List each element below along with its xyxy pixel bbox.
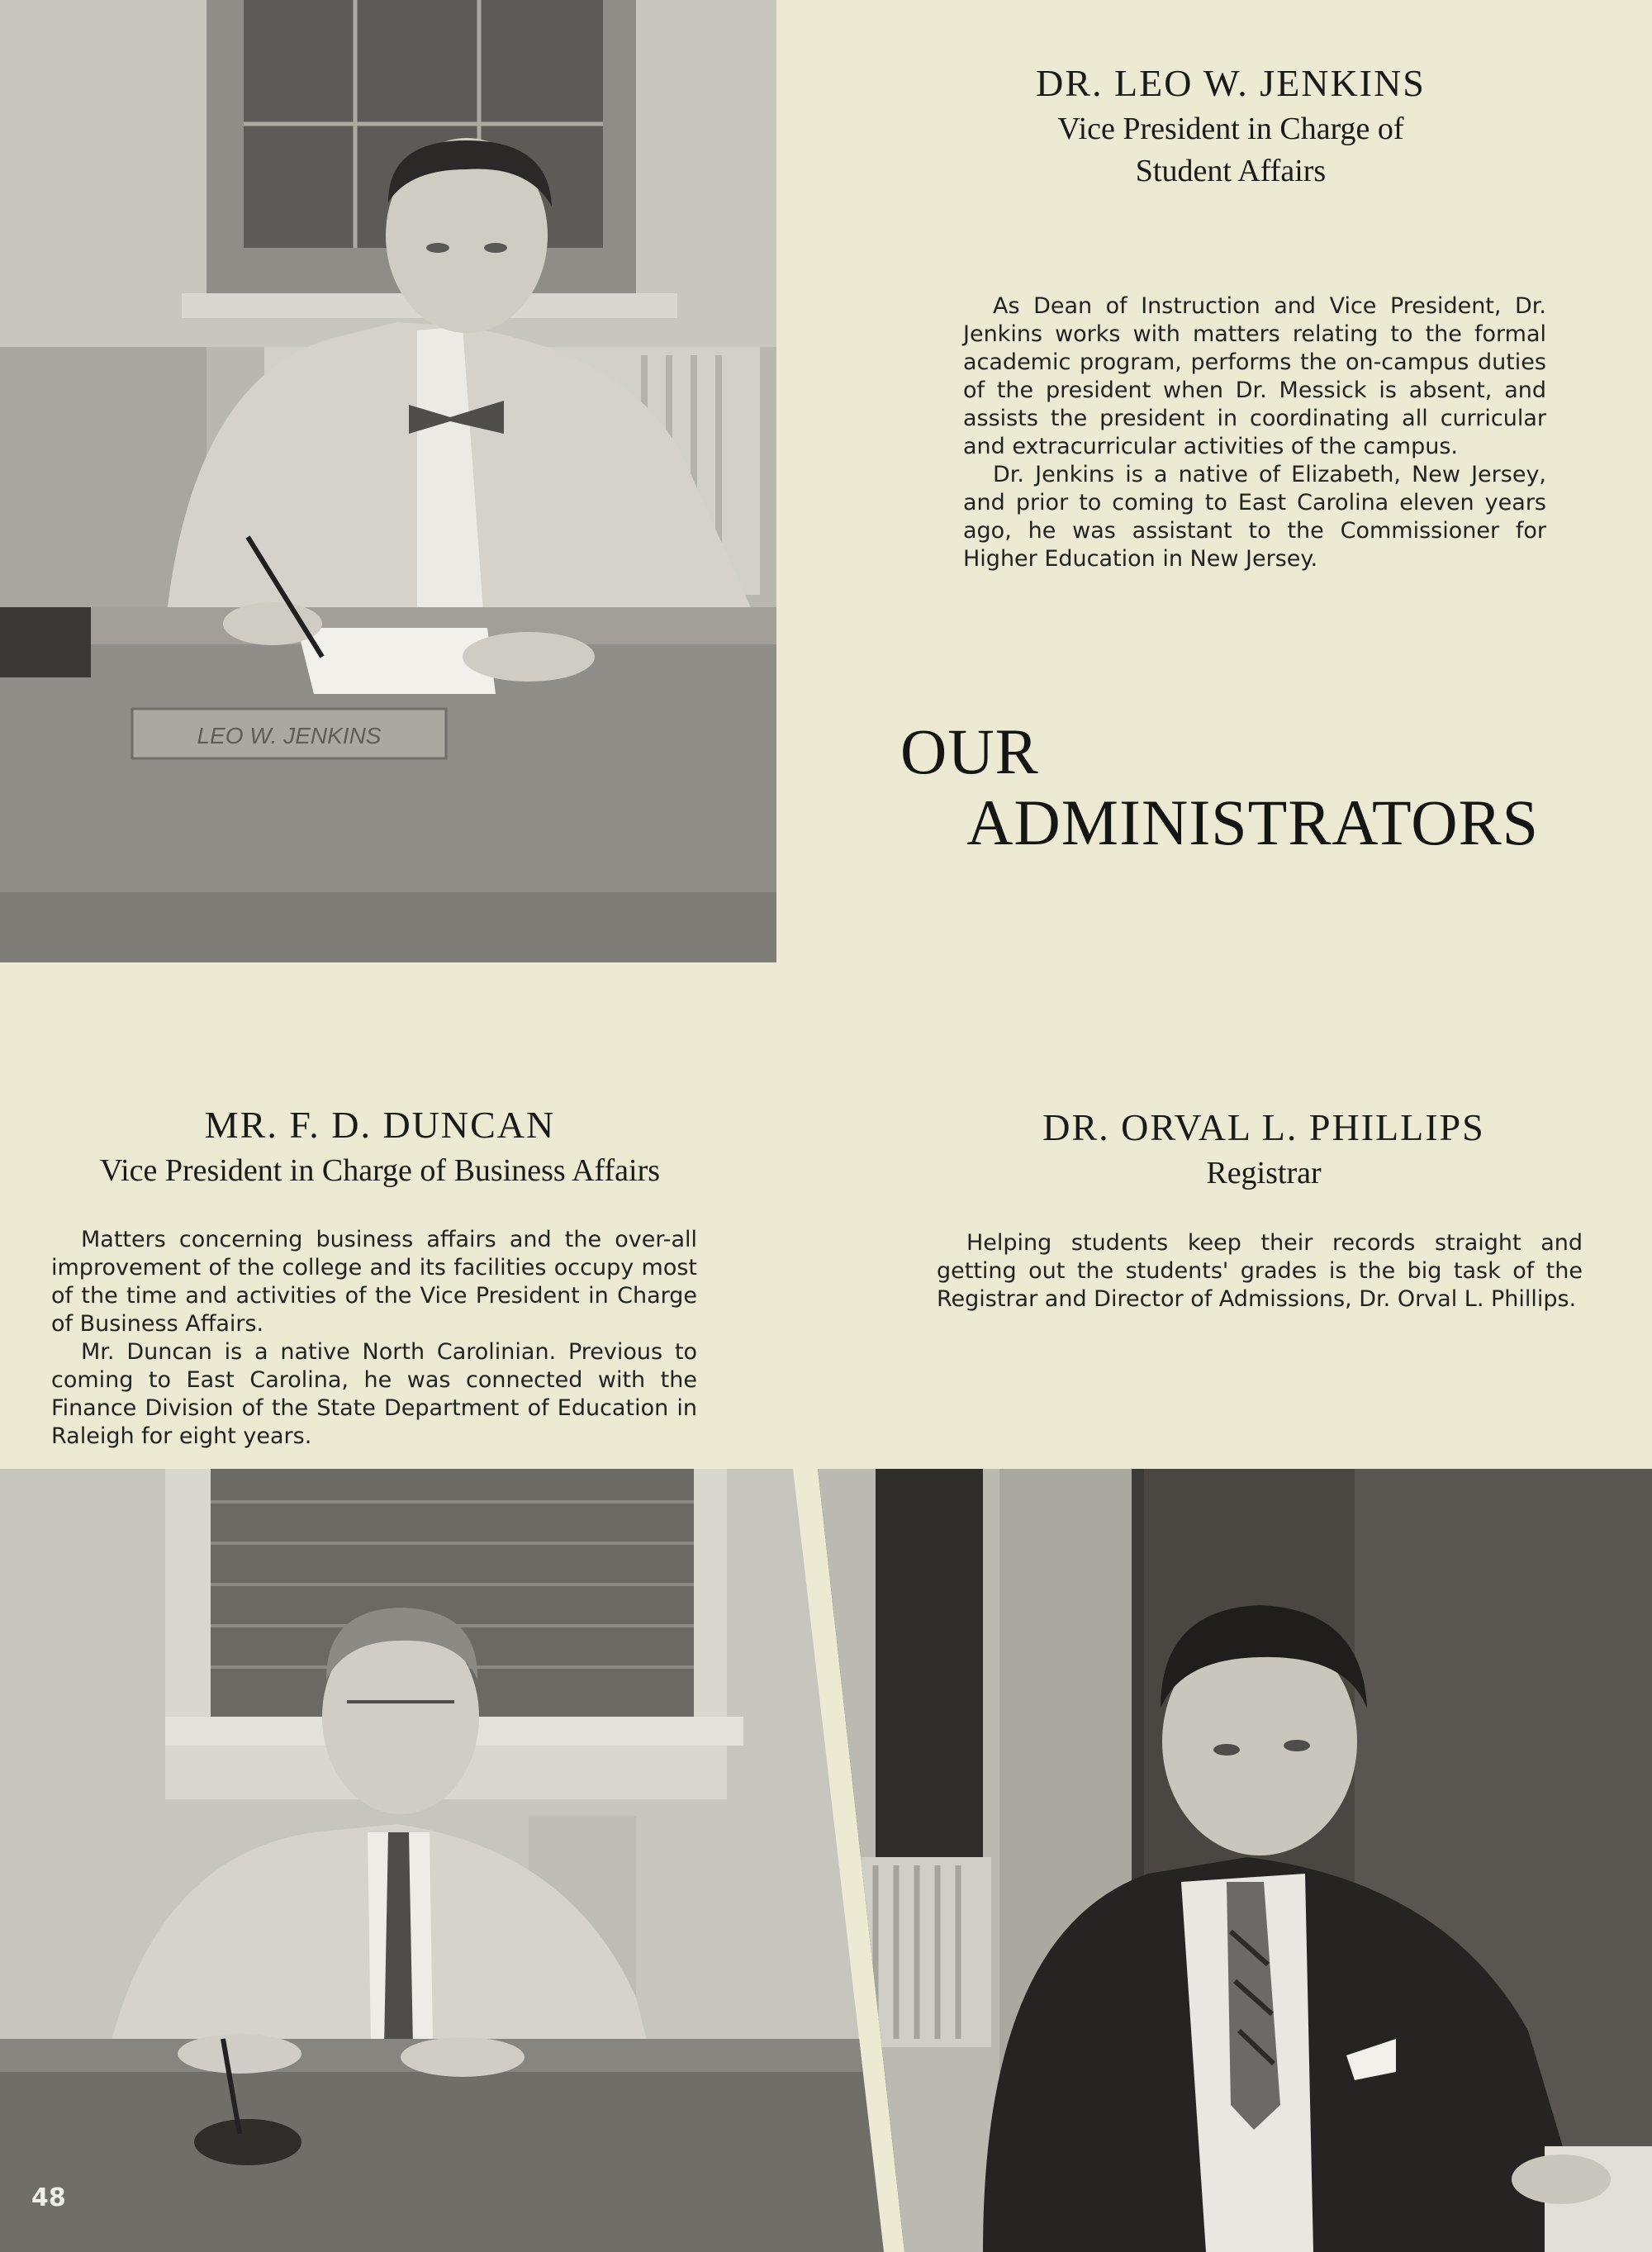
duncan-bio xyxy=(51,1226,697,1451)
duncan-photo xyxy=(0,1469,884,2252)
headline-line2: ADMINISTRATORS xyxy=(966,786,1539,858)
nameplate-text: LEO W. JENKINS xyxy=(197,723,382,748)
phillips-bio-p1: Helping students keep their records straight and getting out the students' grades is the big task of the Registrar and Director of Admissions, Dr. Orval L. Phillips. xyxy=(937,1230,1583,1312)
jenkins-bio xyxy=(963,292,1546,573)
jenkins-title-line1: Vice President in Charge of xyxy=(1057,112,1404,146)
jenkins-bio-p1: As Dean of Instruction and Vice President, Dr. Jenkins works with matters relating to the formal academic program, performs the on-campus duties of the president when Dr. Messick is absent, and assists the president in coordinating all curricular and extracurricular activities of the campus. xyxy=(963,293,1546,459)
duncan-name: MR. F. D. DUNCAN xyxy=(204,1104,556,1146)
jenkins-photo xyxy=(0,0,776,962)
page-number: 48 xyxy=(31,2183,66,2212)
jenkins-title-line2: Student Affairs xyxy=(1135,154,1327,188)
phillips-name: DR. ORVAL L. PHILLIPS xyxy=(1042,1106,1485,1148)
duncan-bio-p2: Mr. Duncan is a native North Carolinian. Previous to coming to East Carolina, he was connected with the Finance Division of the State Department of Education in Raleigh for eight years. xyxy=(51,1339,697,1449)
phillips-photo xyxy=(818,1469,1652,2252)
duncan-bio-p1: Matters concerning business affairs and the over-all improvement of the college and its facilities occupy most of the time and activities of the Vice President in Charge of Business Affairs. xyxy=(51,1227,697,1337)
duncan-title: Vice President in Charge of Business Affairs xyxy=(99,1153,661,1188)
headline-line1: OUR xyxy=(900,715,1039,787)
jenkins-name: DR. LEO W. JENKINS xyxy=(1036,62,1426,104)
phillips-title: Registrar xyxy=(1206,1156,1322,1190)
jenkins-bio-p2: Dr. Jenkins is a native of Elizabeth, New Jersey, and prior to coming to East Carolina eleven years ago, he was assistant to the Commissioner for Higher Education in New Jersey. xyxy=(963,462,1546,572)
phillips-bio xyxy=(937,1229,1583,1314)
